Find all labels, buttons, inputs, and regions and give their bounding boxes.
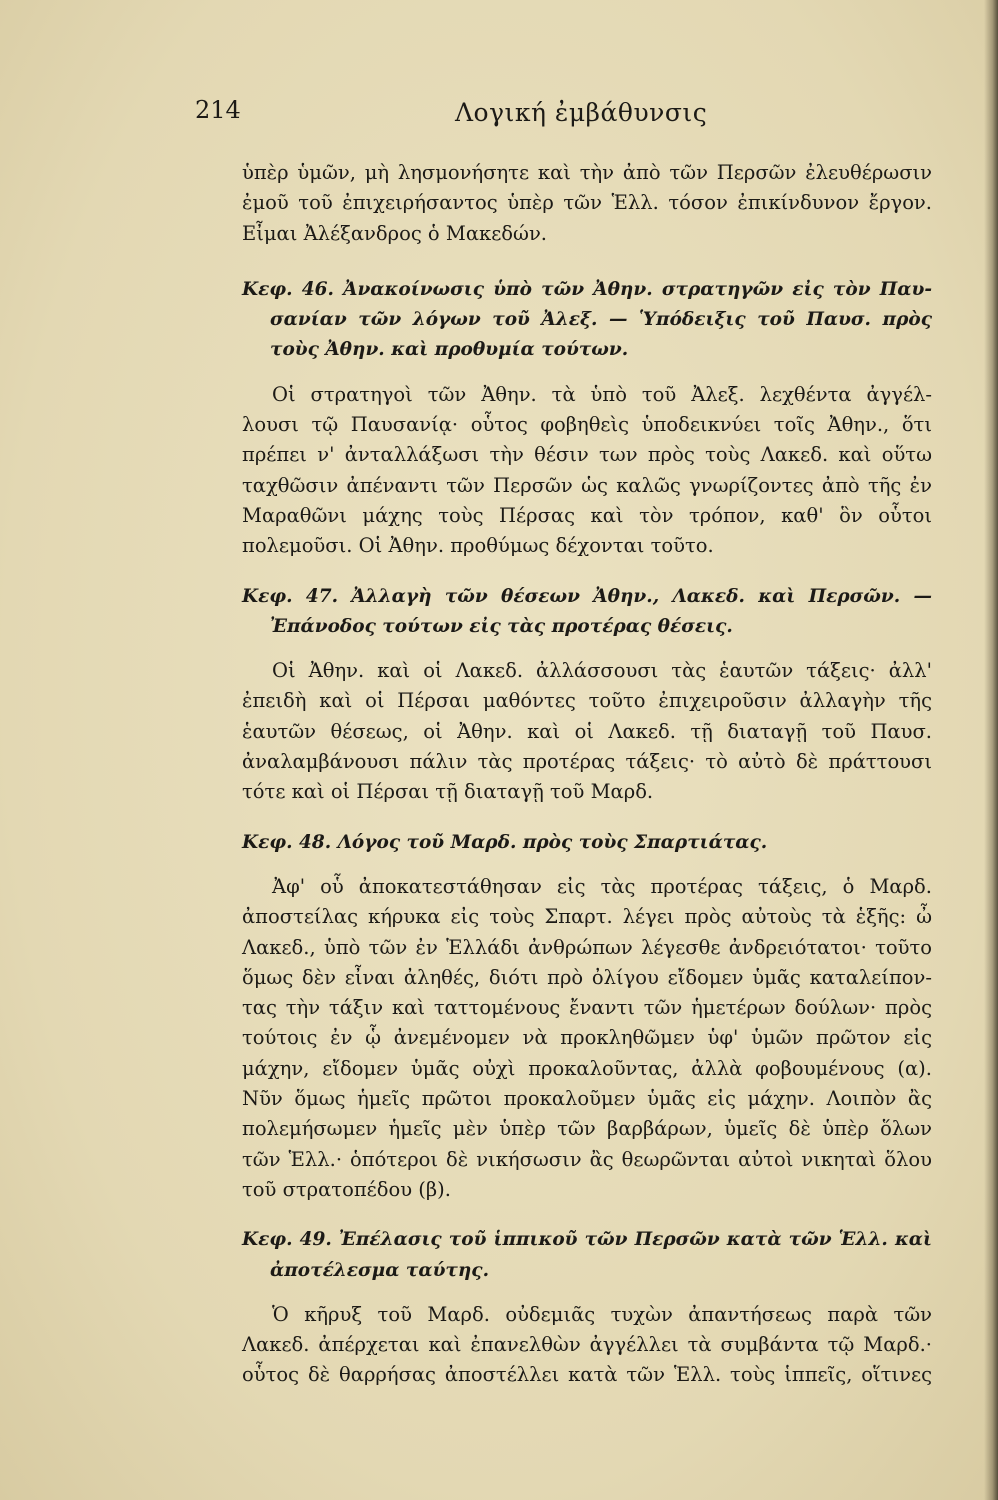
text-line: τούτοις ἐν ᾧ ἀνεμένομεν νὰ προκληθῶμεν ὑφ' ὑμῶν πρῶτον εἰς (242, 1026, 932, 1050)
text-line: ταχθῶσιν ἀπέναντι τῶν Περσῶν ὡς καλῶς γνωρίζοντες ἀπὸ τῆς ἐν (242, 473, 932, 497)
chapter-48-paragraph (242, 872, 932, 1205)
heading-line: Κεφ. 49. Ἐπέλασις τοῦ ἱππικοῦ τῶν Περσῶν κατὰ τῶν Ἑλλ. καὶ (242, 1229, 932, 1251)
text-line: ἐπειδὴ καὶ οἱ Πέρσαι μαθόντες τοῦτο ἐπιχειροῦσιν ἀλλαγὴν τῆς (242, 689, 932, 713)
text-line: ὑπὲρ ὑμῶν, μὴ λησμονήσητε καὶ τὴν ἀπὸ τῶν Περσῶν ἐλευθέρωσιν (242, 161, 932, 184)
text-line: Οἱ στρατηγοὶ τῶν Ἀθην. τὰ ὑπὸ τοῦ Ἀλεξ. λεχθέντα ἀγγέλ- (272, 382, 932, 406)
heading-line: Κεφ. 48. Λόγος τοῦ Μαρδ. πρὸς τοὺς Σπαρτιάτας. (242, 831, 768, 853)
chapter-49-paragraph (242, 1300, 932, 1391)
text-line: Λακεδ. ἀπέρχεται καὶ ἐπανελθὼν ἀγγέλλει τὰ συμβάντα τῷ Μαρδ.· (242, 1333, 932, 1357)
text-line: Ὁ κῆρυξ τοῦ Μαρδ. οὐδεμιᾶς τυχὼν ἀπαντήσεως παρὰ τῶν (272, 1302, 932, 1326)
text-line: λουσι τῷ Παυσανίᾳ· οὗτος φοβηθεὶς ὑποδεικνύει τοῖς Ἀθην., ὅτι (242, 413, 932, 437)
heading-line: Κεφ. 47. Ἀλλαγὴ τῶν θέσεων Ἀθην., Λακεδ. καὶ Περσῶν. — (242, 585, 932, 607)
chapter-heading-47 (242, 582, 932, 643)
text-line: τότε καὶ οἱ Πέρσαι τῇ διαταγῇ τοῦ Μαρδ. (242, 780, 654, 804)
chapter-47-paragraph (242, 656, 932, 807)
heading-line: ἀποτέλεσμα ταύτης. (270, 1259, 490, 1281)
heading-line: σανίαν τῶν λόγων τοῦ Ἀλεξ. — Ὑπόδειξις τοῦ Παυσ. πρὸς (270, 309, 932, 331)
heading-line: τοὺς Ἀθην. καὶ προθυμία τούτων. (270, 339, 629, 361)
text-line: τῶν Ἑλλ.· ὁπότεροι δὲ νικήσωσιν ἂς θεωρῶνται αὐτοὶ νικηταὶ ὅλου (242, 1147, 932, 1171)
text-line: τοῦ στρατοπέδου (β). (242, 1177, 451, 1201)
text-line: ὅμως δὲν εἶναι ἀληθές, διότι πρὸ ὀλίγου εἴδομεν ὑμᾶς καταλείπον- (242, 965, 932, 989)
heading-line: Ἐπάνοδος τούτων εἰς τὰς προτέρας θέσεις. (270, 615, 733, 637)
page-edge-shadow (984, 0, 998, 1500)
text-line: ἀποστείλας κήρυκα εἰς τοὺς Σπαρτ. λέγει πρὸς αὐτοὺς τὰ ἑξῆς: ὦ (242, 905, 932, 929)
text-line: Οἱ Ἀθην. καὶ οἱ Λακεδ. ἀλλάσσουσι τὰς ἑαυτῶν τάξεις· ἀλλ' (272, 659, 932, 683)
page-header (195, 96, 935, 136)
text-line: οὗτος δὲ θαρρήσας ἀποστέλλει κατὰ τῶν Ἑλλ. τοὺς ἱππεῖς, οἵτινες (242, 1363, 932, 1387)
text-line: ἀναλαμβάνουσι πάλιν τὰς προτέρας τάξεις· τὸ αὐτὸ δὲ πράττουσι (242, 750, 932, 774)
text-line: πρέπει ν' ἀνταλλάξωσι τὴν θέσιν των πρὸς τοὺς Λακεδ. καὶ οὕτω (242, 443, 932, 467)
text-line: Εἶμαι Ἀλέξανδρος ὁ Μακεδών. (242, 221, 547, 245)
text-line: μάχην, εἴδομεν ὑμᾶς οὐχὶ προκαλοῦντας, ἀλλὰ φοβουμένους (α). (242, 1056, 932, 1080)
page-number: 214 (195, 96, 241, 124)
opening-paragraph (242, 158, 932, 249)
text-line: πολεμήσωμεν ἡμεῖς μὲν ὑπὲρ τῶν βαρβάρων, ὑμεῖς δὲ ὑπὲρ ὅλων (242, 1117, 932, 1141)
heading-line: Κεφ. 46. Ἀνακοίνωσις ὑπὸ τῶν Ἀθην. στρατηγῶν εἰς τὸν Παυ- (242, 278, 932, 300)
chapter-46-paragraph (242, 380, 932, 562)
text-line: ἑαυτῶν θέσεως, οἱ Ἀθην. καὶ οἱ Λακεδ. τῇ διαταγῇ τοῦ Παυσ. (242, 719, 932, 743)
chapter-heading-46 (242, 275, 932, 366)
text-line: Νῦν ὅμως ἡμεῖς πρῶτοι προκαλοῦμεν ὑμᾶς εἰς μάχην. Λοιπὸν ἂς (242, 1087, 932, 1111)
running-title: Λογική ἐμβάθυνσις (455, 98, 708, 127)
text-line: Λακεδ., ὑπὸ τῶν ἐν Ἑλλάδι ἀνθρώπων λέγεσθε ἀνδρειότατοι· τοῦτο (242, 935, 932, 959)
page-body (242, 158, 932, 1391)
text-line: ἐμοῦ τοῦ ἐπιχειρήσαντος ὑπὲρ τῶν Ἑλλ. τόσον ἐπικίνδυνον ἔργον. (242, 191, 932, 215)
text-line: Ἀφ' οὗ ἀποκατεστάθησαν εἰς τὰς προτέρας τάξεις, ὁ Μαρδ. (272, 874, 932, 898)
chapter-heading-49 (242, 1225, 932, 1286)
chapter-heading-48 (242, 828, 932, 858)
text-line: Μαραθῶνι μάχης τοὺς Πέρσας καὶ τὸν τρόπον, καθ' ὃν οὗτοι (242, 503, 932, 527)
text-line: πολεμοῦσι. Οἱ Ἀθην. προθύμως δέχονται τοῦτο. (242, 534, 714, 558)
text-line: τας τὴν τάξιν καὶ ταττομένους ἔναντι τῶν ἡμετέρων δούλων· πρὸς (242, 996, 932, 1020)
